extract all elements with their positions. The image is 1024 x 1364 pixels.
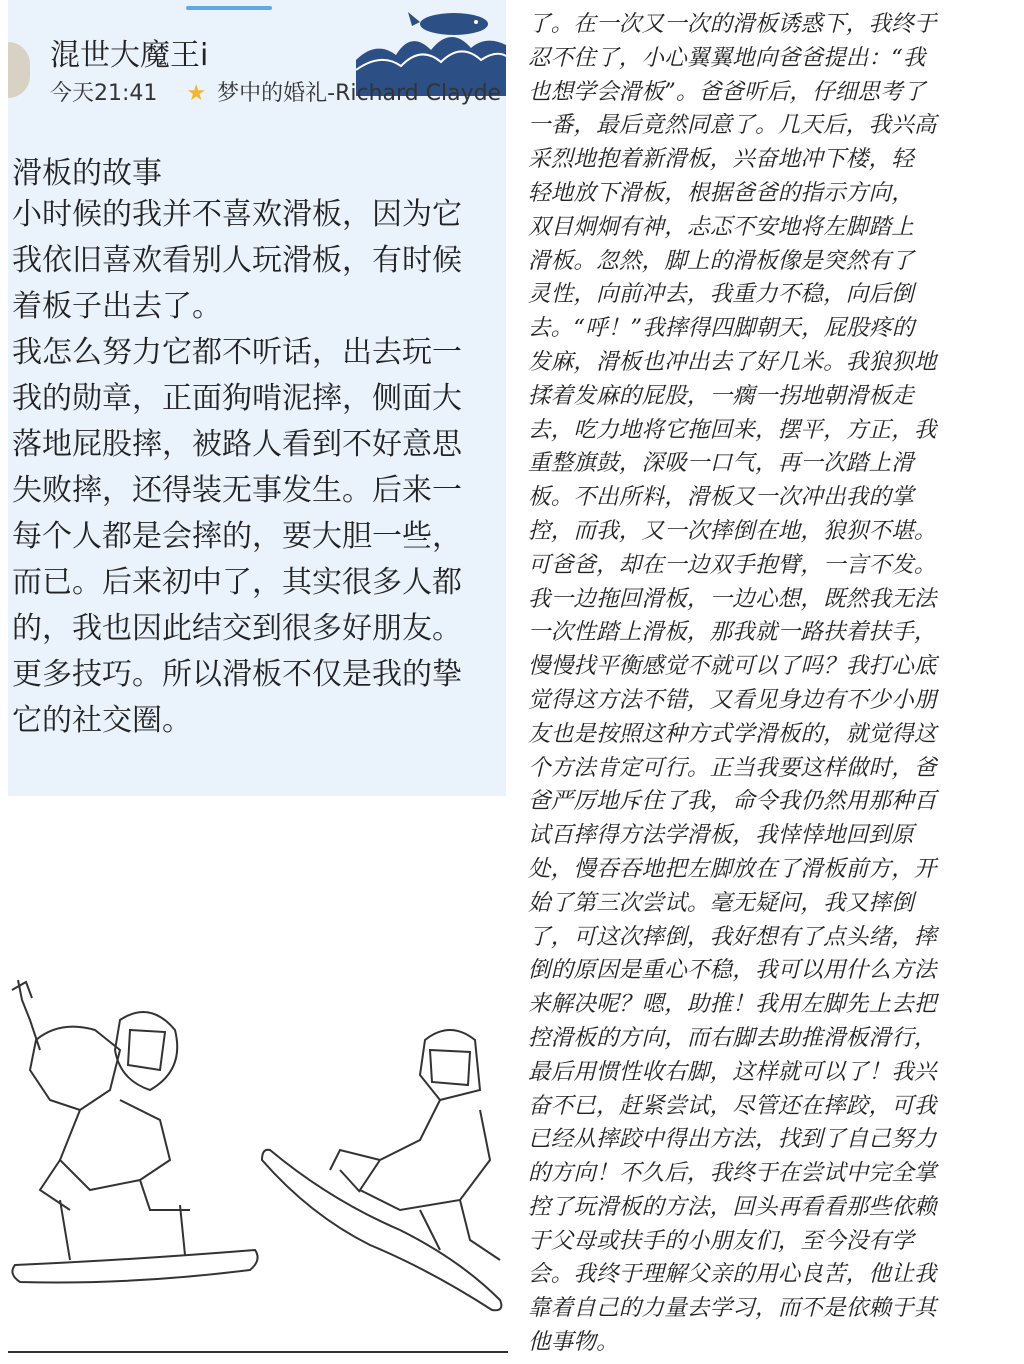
post-time: 今天21:41 [50, 81, 158, 106]
post-title: 滑板的故事 [12, 156, 162, 191]
essay-line: 控，而我，又一次摔倒在地，狼狈不堪。 [528, 517, 937, 544]
essay-line: 友也是按照这种方式学滑板的，就觉得这 [528, 720, 937, 747]
snowboarder-illustration [0, 960, 520, 1360]
essay-line: 灵性，向前冲去，我重力不稳，向后倒 [528, 281, 914, 308]
essay-line: 板。不出所料，滑板又一次冲出我的掌 [528, 484, 914, 511]
essay-line: 处，慢吞吞地把左脚放在了滑板前方，开 [528, 855, 937, 882]
background-song[interactable]: 梦中的婚礼-Richard Clayde [217, 81, 502, 106]
essay-line: 控了玩滑板的方法，回头再看看那些依赖 [528, 1193, 937, 1220]
post-line: 它的社交圈。 [12, 703, 192, 738]
post-line: 我怎么努力它都不听话，出去玩一 [12, 335, 462, 370]
essay-line: 觉得这方法不错，又看见身边有不少小朋 [528, 686, 937, 713]
post-line: 更多技巧。所以滑板不仅是我的挚 [12, 657, 462, 692]
essay-line: 了，可这次摔倒，我好想有了点头绪，摔 [528, 923, 937, 950]
essay-line: 忍不住了，小心翼翼地向爸爸提出：“我 [528, 44, 926, 71]
post-line: 着板子出去了。 [12, 289, 222, 324]
essay-line: 去。“呼！”我摔得四脚朝天，屁股疼的 [528, 315, 915, 342]
post-line: 每个人都是会摔的，要大胆一些， [12, 519, 462, 554]
essay-line: 可爸爸，却在一边双手抱臂，一言不发。 [528, 551, 937, 578]
essay-line: 发麻，滑板也冲出去了好几米。我狼狈地 [528, 348, 937, 375]
post-meta [50, 76, 501, 107]
essay-line: 于父母或扶手的小朋友们，至今没有学 [528, 1227, 914, 1254]
essay-line: 一番，最后竟然同意了。几天后，我兴高 [528, 112, 937, 139]
essay-line: 采烈地抱着新滑板，兴奋地冲下楼，轻 [528, 146, 914, 173]
post-line: 而已。后来初中了，其实很多人都 [12, 565, 462, 600]
essay-line: 试百摔得方法学滑板，我悻悻地回到原 [528, 822, 914, 849]
essay-line: 他事物。 [528, 1329, 619, 1356]
post-line: 落地屁股摔，被路人看到不好意思 [12, 427, 462, 462]
essay-line: 重整旗鼓，深吸一口气，再一次踏上滑 [528, 450, 914, 477]
essay-line: 控滑板的方向，而右脚去助推滑板滑行， [528, 1024, 937, 1051]
essay-line: 靠着自己的力量去学习，而不是依赖于其 [528, 1295, 937, 1322]
essay-line: 来解决呢？嗯，助推！我用左脚先上去把 [528, 991, 937, 1018]
username[interactable]: 混世大魔王i [50, 38, 209, 73]
essay-line: 始了第三次尝试。毫无疑问，我又摔倒 [528, 889, 914, 916]
essay-line: 去，吃力地将它拖回来，摆平，方正，我 [528, 416, 937, 443]
star-music-icon: ★ [186, 81, 207, 106]
essay-line: 爸严厉地斥住了我，命令我仍然用那种百 [528, 788, 937, 815]
essay-line: 慢慢找平衡感觉不就可以了吗？我打心底 [528, 653, 937, 680]
essay-line: 滑板。忽然，脚上的滑板像是突然有了 [528, 247, 914, 274]
essay-line: 奋不已，赶紧尝试，尽管还在摔跤，可我 [528, 1092, 937, 1119]
essay-line: 了。在一次又一次的滑板诱惑下，我终于 [528, 11, 937, 37]
essay-line: 的方向！不久后，我终于在尝试中完全掌 [528, 1160, 937, 1187]
essay-line: 轻地放下滑板，根据爸爸的指示方向， [528, 179, 914, 206]
post-card [8, 0, 506, 796]
essay-line: 我一边拖回滑板，一边心想，既然我无法 [528, 585, 937, 612]
handwritten-essay [528, 8, 1018, 1360]
post-body [12, 192, 506, 744]
essay-line: 倒的原因是重心不稳，我可以用什么方法 [528, 957, 937, 984]
post-line: 失败摔，还得装无事发生。后来一 [12, 473, 462, 508]
post-line: 我的勋章，正面狗啃泥摔，侧面大 [12, 381, 462, 416]
post-line: 我依旧喜欢看别人玩滑板，有时候 [12, 243, 462, 278]
essay-line: 会。我终于理解父亲的用心良苦，他让我 [528, 1261, 937, 1288]
essay-line: 也想学会滑板”。爸爸听后，仔细思考了 [528, 78, 926, 105]
post-line: 小时候的我并不喜欢滑板，因为它 [12, 197, 462, 232]
tab-indicator [186, 6, 272, 10]
essay-line: 个方法肯定可行。正当我要这样做时，爸 [528, 754, 937, 781]
post-line: 的，我也因此结交到很多好朋友。 [12, 611, 462, 646]
essay-line: 一次性踏上滑板，那我就一路扶着扶手， [528, 619, 937, 646]
essay-line: 双目炯炯有神，忐忑不安地将左脚踏上 [528, 213, 914, 240]
essay-line: 最后用惯性收右脚，这样就可以了！我兴 [528, 1058, 937, 1085]
avatar[interactable] [8, 42, 30, 98]
essay-line: 揉着发麻的屁股，一瘸一拐地朝滑板走 [528, 382, 914, 409]
essay-line: 已经从摔跤中得出方法，找到了自己努力 [528, 1126, 937, 1153]
